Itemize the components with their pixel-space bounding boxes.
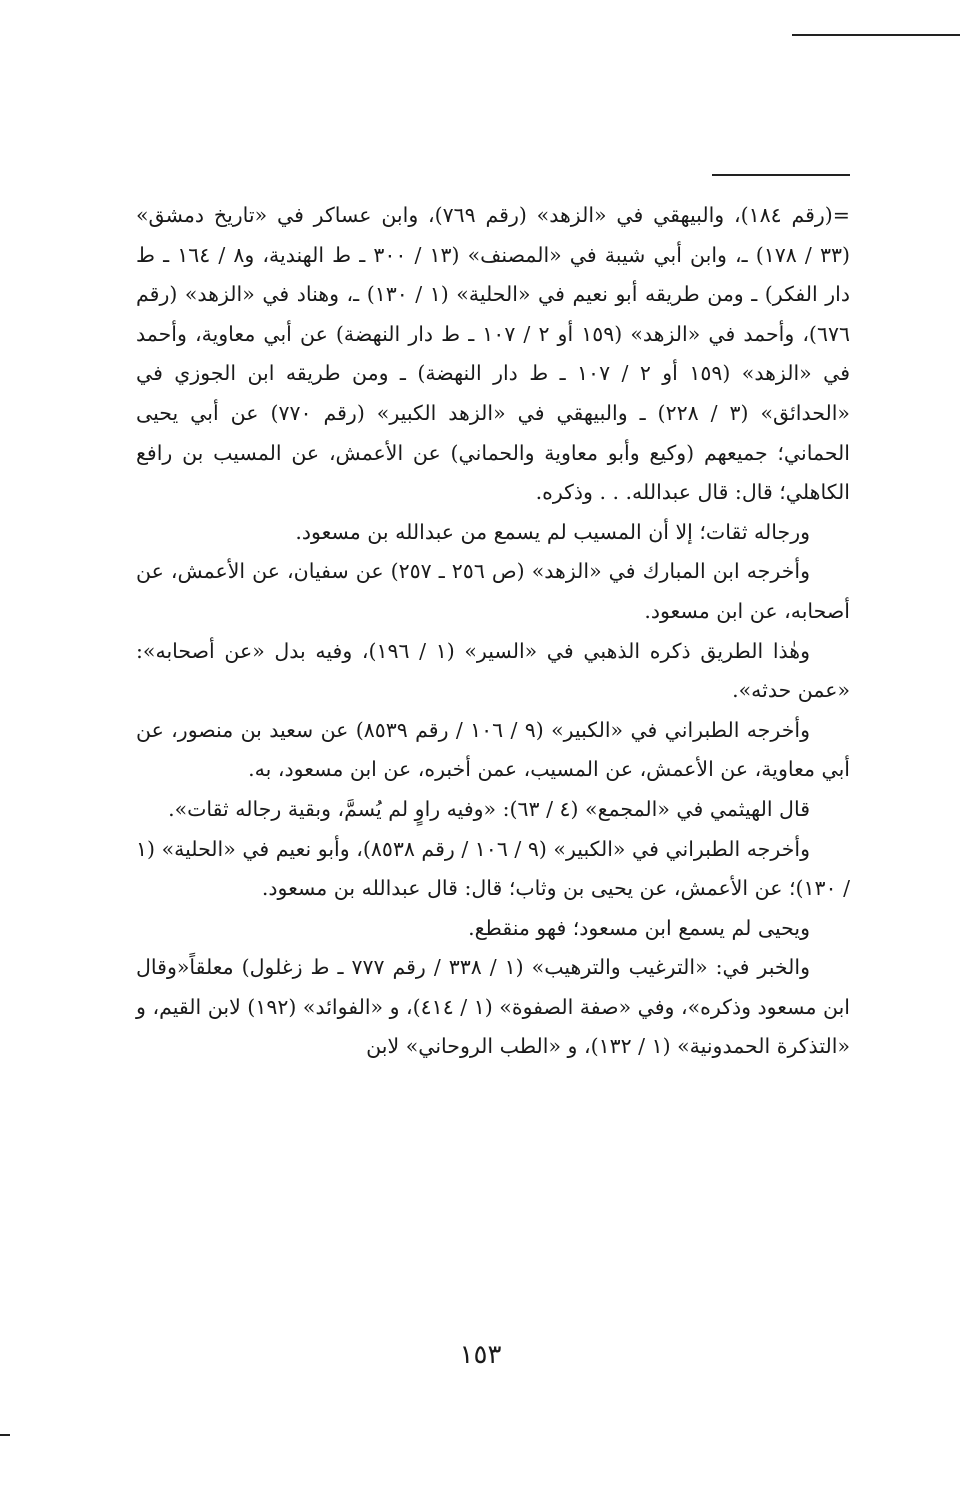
top-rule	[792, 34, 960, 36]
paragraph: ورجاله ثقات؛ إلا أن المسيب لم يسمع من عبدالله بن مسعود.	[295, 519, 810, 544]
paragraph: =(رقم ١٨٤)، والبيهقي في «الزهد» (رقم ٧٦٩)، وابن عساكر في «تاريخ دمشق» (٣٣ / ١٧٨) ـ، وابن أبي شيبة في «المصنف» (١٣ / ٣٠٠ ـ ط الهندية، و٨ / ١٦٤ ـ ط دار الفكر) ـ ومن طريقه أبو نعيم في «الحلية» (١ / ١٣٠) ـ، وهناد في «الزهد» (رقم ٦٧٦)، وأحمد في «الزهد» (١٥٩ أو ٢ / ١٠٧ ـ ط دار النهضة) عن أبي معاوية، وأحمد في «الزهد» (١٥٩ أو ٢ / ١٠٧ ـ ط دار النهضة) ـ ومن طريقه ابن الجوزي في «الحدائق» (٣ / ٢٢٨) ـ والبيهقي في «الزهد الكبير» (رقم ٧٧٠) عن أبي يحيى الحماني؛ جميعهم (وكيع وأبو معاوية والحماني) عن الأعمش، عن المسيب بن رافع الكاهلي؛ قال: قال عبدالله. . . وذكره.	[136, 203, 850, 505]
margin-mark	[0, 1434, 10, 1436]
paragraph: وأخرجه الطبراني في «الكبير» (٩ / ١٠٦ / رقم ٨٥٣٨)، وأبو نعيم في «الحلية» (١ / ١٣٠)؛ عن الأعمش، عن يحيى بن وثاب؛ قال: قال عبدالله بن مسعود.	[136, 836, 850, 901]
footnote-text	[136, 196, 850, 1067]
paragraph: وهٰذا الطريق ذكره الذهبي في «السير» (١ / ١٩٦)، وفيه بدل «عن أصحابه»: «عمن حدثه».	[136, 638, 850, 703]
paragraph: ويحيى لم يسمع ابن مسعود؛ فهو منقطع.	[468, 915, 810, 940]
footnote-separator	[712, 174, 850, 176]
paragraph: والخبر في: «الترغيب والترهيب» (١ / ٣٣٨ / رقم ٧٧٧ ـ ط زغلول) معلقاً«وقال ابن مسعود وذكره»، وفي «صفة الصفوة» (١ / ٤١٤)، و «الفوائد» (١٩٢) لابن القيم، و «التذكرة الحمدونية» (١ / ١٣٢)، و «الطب الروحاني» لابن	[136, 955, 850, 1059]
paragraph: وأخرجه الطبراني في «الكبير» (٩ / ١٠٦ / رقم ٨٥٣٩) عن سعيد بن منصور، عن أبي معاوية، عن الأعمش، عن المسيب، عمن أخبره، عن ابن مسعود، به.	[136, 717, 850, 782]
paragraph: قال الهيثمي في «المجمع» (٤ / ٦٣): «وفيه راوٍ لم يُسمَّ، وبقية رجاله ثقات».	[168, 796, 810, 821]
paragraph: وأخرجه ابن المبارك في «الزهد» (ص ٢٥٦ ـ ٢٥٧) عن سفيان، عن الأعمش، عن أصحابه، عن ابن مسعود.	[136, 559, 850, 623]
page-number: ١٥٣	[459, 1340, 502, 1370]
